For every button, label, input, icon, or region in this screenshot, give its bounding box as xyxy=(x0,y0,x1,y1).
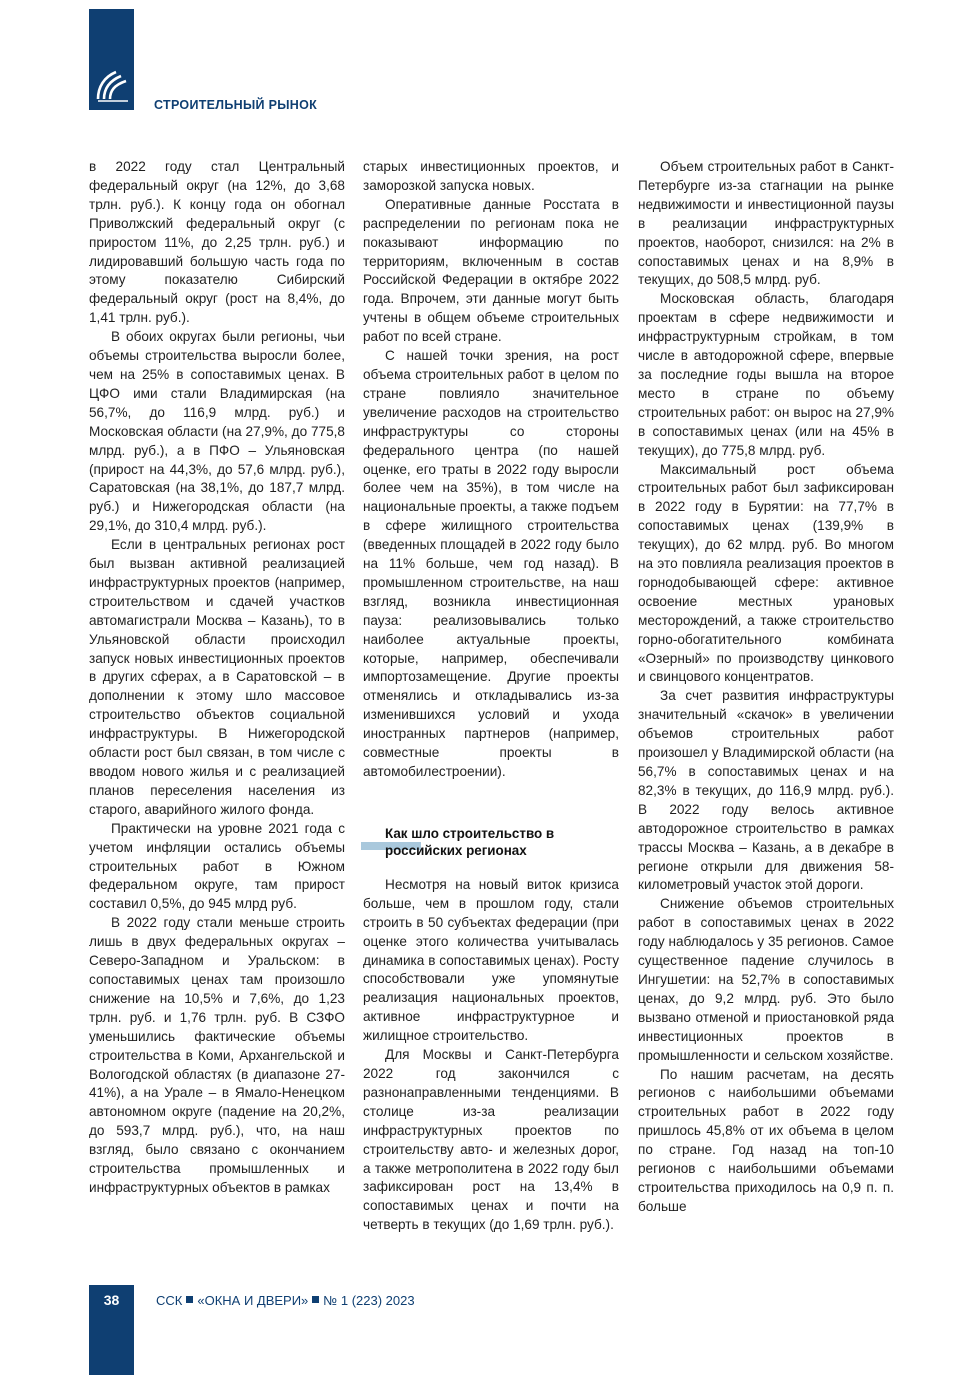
footer-publication-line xyxy=(156,1293,415,1308)
footer-color-bar xyxy=(89,1285,134,1375)
article-column-2 xyxy=(363,158,619,1235)
paragraph: в 2022 году стал Центральный федеральный округ (на 12%, до 3,68 трлн. руб.). К концу года он обогнал Приволжский федеральный округ (с приростом 11%, до 2,25 трлн. руб.) и лидировавший большую часть года по этому показателю Сибирский федеральный округ (рост на 8,4%, до 1,41 трлн. руб.). xyxy=(89,159,345,326)
paragraph: Практически на уровне 2021 года с учетом инфляции остались объемы строительных работ в Южном федеральном округе, там прирост составил 0,5%, до 945 млрд руб. xyxy=(89,820,345,912)
paragraph: Снижение объемов строительных работ в сопоставимых ценах в 2022 году наблюдалось у 35 регионов. Самое существенное падение случилось в Ингушетии: на 52,7% в сопоставимых ценах, до 9,2 млрд. руб. Это было вызвано отменой и приостановкой ряда инвестиционных проектов в промышленности и сельском хозяйстве. xyxy=(638,896,894,1063)
paragraph: С нашей точки зрения, на рост объема строительных работ в целом по стране повлияло значительное увеличение расходов на строительство инфраструктуры со стороны федерального центра (по нашей оценке, его траты в 2022 году выросли более чем на 35%), в том числе на национальные проекты, а также подъем в сфере жилищного строительства (введенных площадей в 2022 году было на 11% больше, чем год назад). В промышленном строительстве, на наш взгляд, возникла инвестиционная пауза: реализовывались только наиболее актуальные проекты, которые, например, обеспечивали импортозамещение. Другие проекты отменялись и откладывались из-за изменившихся условий и ухода иностранных партнеров (например, совместные проекты в автомобилестроении). xyxy=(363,348,619,779)
subheading-block xyxy=(363,825,619,859)
footer-issue: № 1 (223) 2023 xyxy=(323,1293,415,1308)
page-number: 38 xyxy=(103,1292,120,1308)
paragraph: По нашим расчетам, на десять регионов с наибольшими объемами строительных работ в 2022 году пришлось 45,8% от их объема в целом по стране. Год назад на топ-10 регионов с наибольшими объемами строительства приходилось на 0,9 п. п. больше xyxy=(638,1066,894,1214)
paragraph: старых инвестиционных проектов, и заморозкой запуска новых. xyxy=(363,159,619,193)
paragraph: В обоих округах были регионы, чьи объемы строительства выросли более, чем на 25% в сопоставимых ценах. В ЦФО ими стали Владимирская (на 56,7%, до 116,9 млрд. руб.) и Московская области (на 27,9%, до 775,8 млрд. руб.), а в ПФО – Ульяновская (прирост на 44,3%, до 57,6 млрд. руб.), Саратовская (на 38,1%, до 187,7 млрд. руб.) и Нижегородская области (на 29,1%, до 310,4 млрд. руб.). xyxy=(89,329,345,534)
paragraph: Несмотря на новый виток кризиса больше, чем в прошлом году, стали строить в 50 субъектах федерации (при оценке этого количества учитывалась динамика в сопоставимых ценах). Росту способствовали уже упомянутые реализация национальных проектов, активное инфраструктурное и жилищное строительство. xyxy=(363,876,619,1044)
subheading: Как шло строительство в российских регионах xyxy=(385,825,555,858)
paragraph: Максимальный рост объема строительных работ был зафиксирован в 2022 году в Бурятии: на 77,7% в сопоставимых ценах (139,9% в текущих), до 62 млрд. руб. Во многом на это повлияла реализация проектов в горнодобывающей сфере: активное освоение местных урановых месторождений, а также строительство горно-обогатительного комбината «Озерный» по производству цинкового и свинцового концентратов. xyxy=(638,461,894,685)
paragraph: Московская область, благодаря проектам в сфере недвижимости и инфраструктурным стройкам, в том числе в автодорожной сфере, впервые за последние годы вышла на второе место в стране по объему строительных работ: он вырос на 27,9% в сопоставимых ценах (или на 45% в текущих), до 775,8 млрд. руб. xyxy=(638,291,894,458)
footer-magazine: «ОКНА И ДВЕРИ» xyxy=(197,1293,309,1308)
paragraph: Оперативные данные Росстата в распределении по регионам пока не показывают информацию по территориям, включенным в состав Российской Федерации в октябре 2022 года. Впрочем, эти данные могут быть учтены в общем объеме строительных работ по всей стране. xyxy=(363,196,619,345)
paragraph: В 2022 году стали меньше строить лишь в двух федеральных округах – Северо-Западном и Уральском: в сопоставимых ценах там произошло снижение на 10,5% и 7,6%, до 1,23 трлн. руб. и 1,76 трлн. руб. В СЗФО уменьшились фактические объемы строительства в Коми, Архангельской и Вологодской областях (в диапазоне 27-41%), а на Урале – в Ямало-Ненецком автономном округе (падение на 20,2%, до 593,7 млрд. руб.), что, на наш взгляд, было связано с окончанием строительства промышленных и инфраструктурных объектов в рамках xyxy=(89,915,345,1195)
stacked-arcs-logo-icon xyxy=(94,69,130,105)
square-bullet-icon xyxy=(186,1296,193,1303)
paragraph: Для Москвы и Санкт-Петербурга 2022 год закончился с разнонаправленными тенденциями. В столице из-за реализации инфраструктурных проектов по строительству авто- и железных дорог, а также метрополитена в 2022 году был зафиксирован рост на 13,4% в сопоставимых ценах и почти на четверть в текущих (до 1,69 трлн. руб.). xyxy=(363,1047,619,1233)
footer-publisher: ССК xyxy=(156,1293,183,1308)
paragraph: Объем строительных работ в Санкт-Петербурге из-за стагнации на рынке недвижимости и инвестиционной паузы в реализации инфраструктурных проектов, наоборот, снизился: на 2% в сопоставимых ценах и на 8,9% в текущих, до 508,5 млрд. руб. xyxy=(638,159,894,288)
paragraph: Если в центральных регионах рост был вызван активной реализацией инфраструктурных проектов (например, строительством и сдачей участков автомагистрали Москва – Казань), то в Ульяновской области происходил запуск новых инвестиционных проектов в других сферах, а в Саратовской – в дополнении к этому шло массовое строительство объектов социальной инфраструктуры. В Нижегородской области рост был связан, в том числе с вводом нового жилья и с реализацией планов переселения населения из старого, аварийного жилого фонда. xyxy=(89,537,345,817)
article-column-1 xyxy=(89,158,345,1198)
header-color-bar xyxy=(89,9,134,110)
square-bullet-icon xyxy=(312,1296,319,1303)
section-label: СТРОИТЕЛЬНЫЙ РЫНОК xyxy=(154,98,318,112)
article-column-3 xyxy=(638,158,894,1217)
paragraph: За счет развития инфраструктуры значительный «скачок» в увеличении объемов строительных работ произошел у Владимирской области (на 56,7% в сопоставимых ценах и на 82,3% в текущих, до 116,9 млрд. руб.). В 2022 году велось активное автодорожное строительство в рамках трассы Москва – Казань, а в декабре в регионе открыли для движения 58-километровый участок этой дороги. xyxy=(638,688,894,893)
